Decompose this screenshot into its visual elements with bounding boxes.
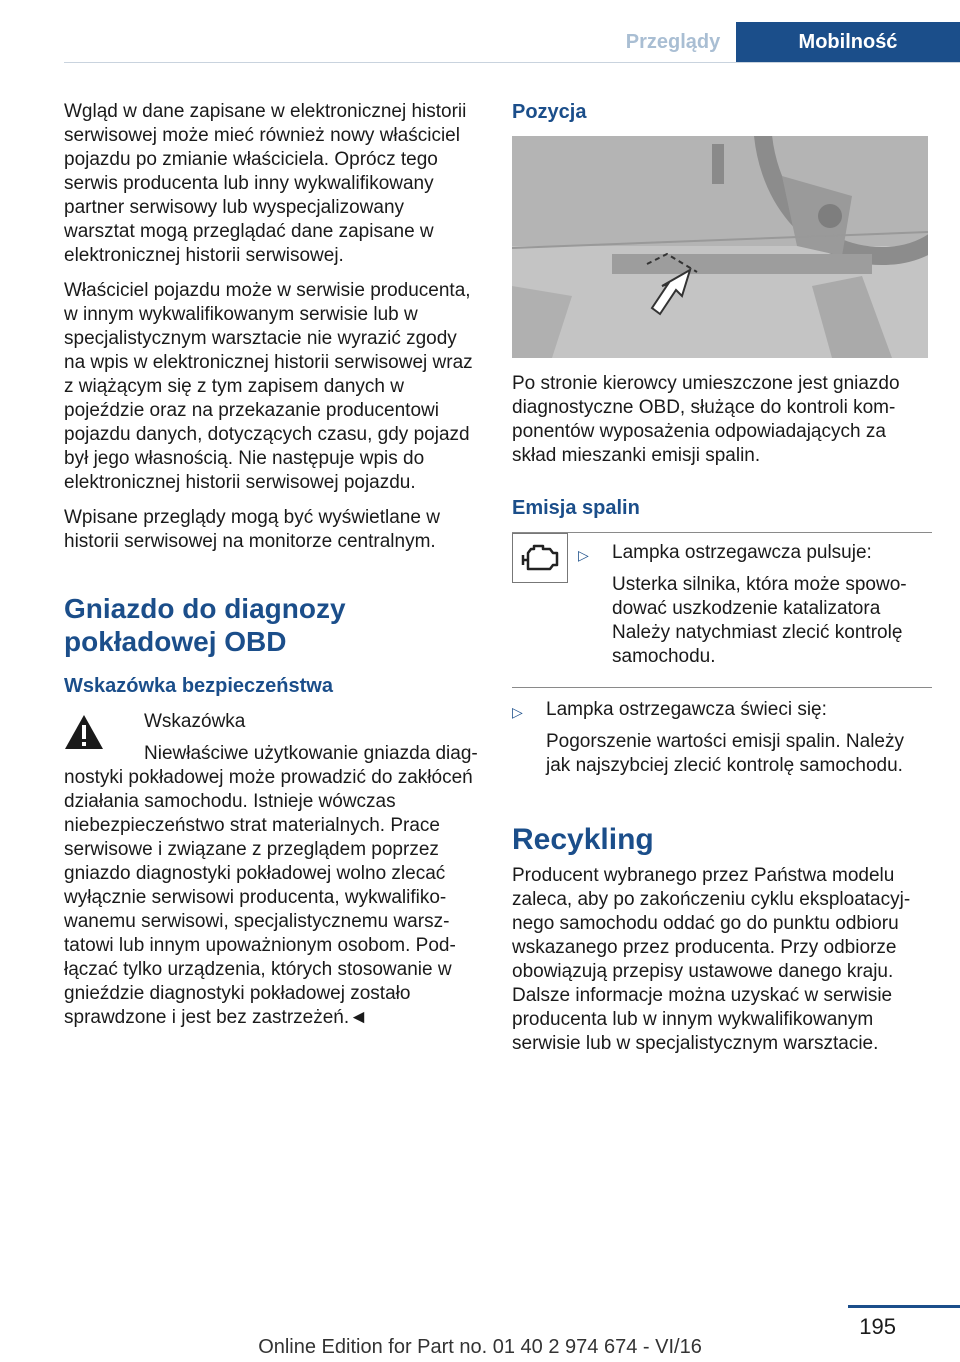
header-rule bbox=[64, 62, 960, 63]
item1-title: Lampka ostrzegawcza pulsuje: bbox=[612, 542, 872, 563]
page-number: 195 bbox=[859, 1314, 896, 1339]
safety-heading: Wskazówka bezpieczeństwa bbox=[64, 675, 333, 697]
tab-przeglady[interactable]: Przeglądy bbox=[625, 31, 721, 53]
warning-text: Niewłaściwe użytkowanie gniazda diagnostyki pokładowej może prowadzić do zakłóceń działania samochodu. Istnieje wówczas niebezpieczeństwo strat materialnych. Prace serwisowe i związane z przeglądem poprzez gniazdo diagnostyki pokładowej wolno zlecać wyłącznie serwisowi producenta, wykwalifikowanemu serwisowi, specjalistycznemu warsztatowi lub innym upoważnionym osobom. Podłączać tylko urządzenia, których stosowanie w gnieździe diagnostyki pokładowej zostało sprawdzone i jest bez zastrzeżeń.◄ bbox=[64, 743, 478, 1028]
item2-text: Pogorszenie wartości emisji spalin. Należy jak najszybciej zlecić kontrolę samochodu. bbox=[546, 731, 904, 776]
emission-warning-list bbox=[512, 532, 932, 792]
paragraph-display-entries: Wpisane przeglądy mogą być wyświetlane w historii serwisowej na monitorze centralnym. bbox=[64, 507, 440, 552]
bullet-triangle-icon: ▷ bbox=[578, 547, 589, 563]
item2-title: Lampka ostrzegawcza świeci się: bbox=[546, 699, 827, 720]
footer-edition: Online Edition for Part no. 01 40 2 974 674 - VI/16 bbox=[258, 1336, 702, 1358]
tab-mobilnosc[interactable]: Mobilność bbox=[736, 22, 960, 62]
bullet-triangle-icon: ▷ bbox=[512, 704, 523, 720]
page-number-rule bbox=[848, 1305, 960, 1308]
warning-triangle-icon bbox=[64, 714, 104, 750]
pozycja-text: Po stronie kierowcy umieszczone jest gniazdo diagnostyczne OBD, służące do kontroli komponentów wyposażenia odpowiadających za skład mieszanki emisji spalin. bbox=[512, 373, 900, 466]
chapter-title-obd: Gniazdo do diagnozy pokładowej OBD bbox=[64, 593, 346, 657]
list-item-pulsing bbox=[512, 541, 932, 687]
warning-label: Wskazówka bbox=[144, 711, 246, 732]
pozycja-heading: Pozycja bbox=[512, 101, 587, 123]
recykling-heading: Recykling bbox=[512, 823, 654, 856]
emisja-heading: Emisja spalin bbox=[512, 497, 640, 519]
right-column bbox=[512, 100, 932, 1067]
paragraph-owner-consent: Właściciel pojazdu może w serwisie producenta, w innym wykwalifikowanym serwisie lub w specjalistycznym warsztacie nie wyrazić zgody na wpis w elektronicznej historii serwisowej wraz z wiążącym się z tym zapisem danych w pojeździe oraz na przekazanie producentowi pojazdu danych, dotyczących czasu, gdy pojazd był jego własnością. Nie następuje wpis do elektronicznej historii serwisowej pojazdu. bbox=[64, 280, 473, 493]
warning-block bbox=[64, 710, 478, 1030]
list-item-lit bbox=[512, 687, 932, 792]
item1-text: Usterka silnika, która może spowodować uszkodzenie katalizatora Należy natychmiast zlecić kontrolę samochodu. bbox=[612, 574, 907, 667]
left-column bbox=[64, 100, 478, 1041]
recykling-text: Producent wybranego przez Państwa modelu zaleca, aby po zakończeniu cyklu eksploatacyjnego samochodu oddać go do punktu odbioru wskazanego przez producenta. Przy odbiorze obowiązują przepisy ustawowe danego kraju. Dalsze informacje można uzyskać w serwisie producenta lub w innym wykwalifikowanym serwisie lub w specjalistycznym warsztacie. bbox=[512, 865, 911, 1054]
paragraph-service-history-access: Wgląd w dane zapisane w elektronicznej historii serwisowej może mieć również nowy właściciel pojazdu po zmianie właściciela. Oprócz tego serwis producenta lub inny wykwalifikowany partner serwisowy lub wyspecjalizowany warsztat mogą przeglądać dane zapisane w elektronicznej historii serwisowej. bbox=[64, 101, 467, 266]
obd-socket-location-photo bbox=[512, 136, 928, 358]
